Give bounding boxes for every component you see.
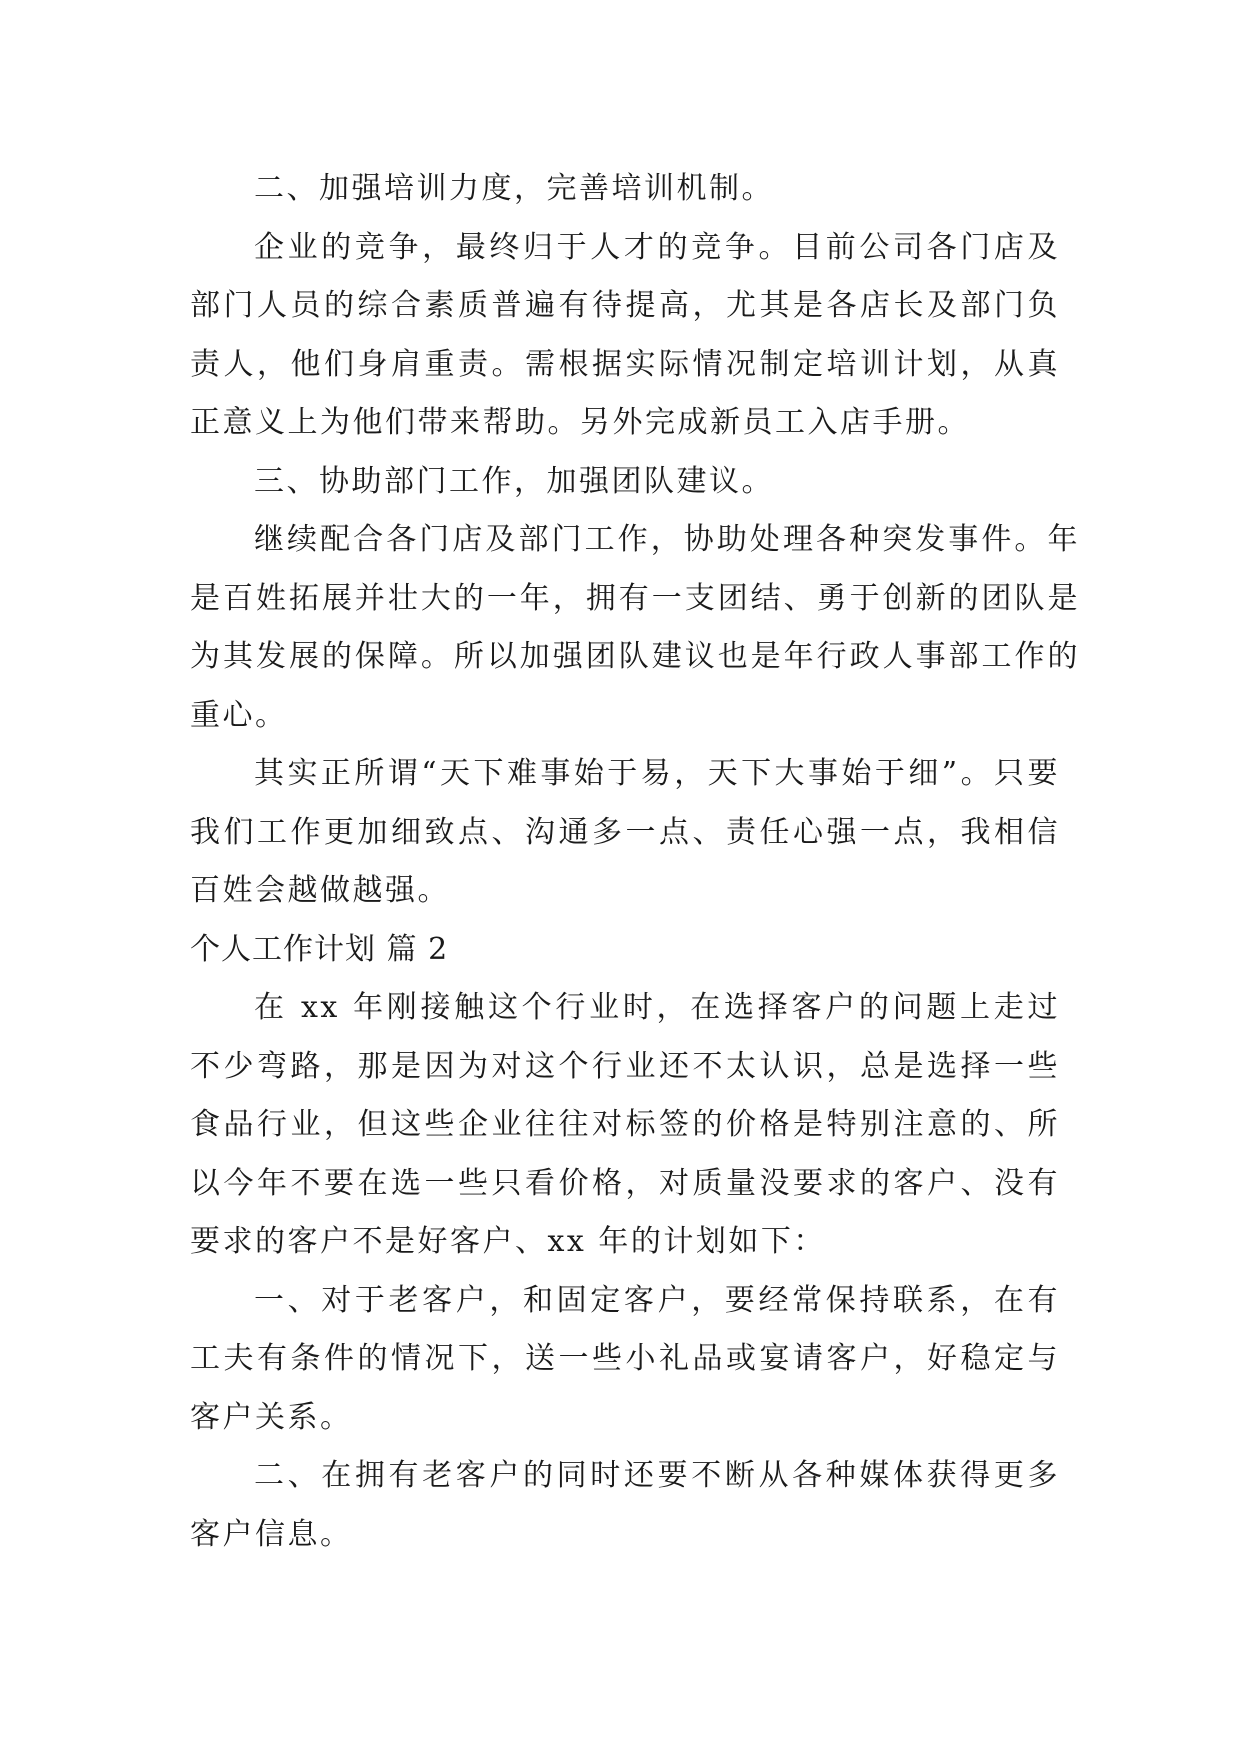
paragraph-plan-item-1: 一、对于老客户，和固定客户，要经常保持联系，在有工夫有条件的情况下，送一些小礼品或宴请客户，好稳定与客户关系。 [190,1282,1060,1435]
paragraph-training-heading: 二、加强培训力度，完善培训机制。 [254,171,774,206]
paragraph-training-body: 企业的竞争，最终归于人才的竞争。目前公司各门店及部门人员的综合素质普遍有待提高，尤其是各店长及部门负责人，他们身肩重责。需根据实际情况制定培训计划，从真正意义上为他们带来帮助。另外完成新员工入店手册。 [190,229,1060,440]
paragraph-teamwork-heading: 三、协助部门工作，加强团队建议。 [254,463,774,499]
paragraph-teamwork-body: 继续配合各门店及部门工作，协助处理各种突发事件。年是百姓拓展并壮大的一年，拥有一支团结、勇于创新的团队是为其发展的保障。所以加强团队建议也是年行政人事部工作的重心。 [190,522,1080,733]
paragraph-plan-intro: 在 xx 年刚接触这个行业时，在选择客户的问题上走过不少弯路，那是因为对这个行业还不太认识，总是选择一些食品行业，但这些企业往往对标签的价格是特别注意的、所以今年不要在选一些只看价格，对质量没要求的客户、没有要求的客户不是好客户、xx 年的计划如下： [190,990,1060,1259]
section-heading: 个人工作计划 篇 2 [190,931,449,967]
paragraph-plan-item-2: 二、在拥有老客户的同时还要不断从各种媒体获得更多客户信息。 [190,1458,1060,1552]
document-body [190,160,1080,1564]
paragraph-closing: 其实正所谓“天下难事始于易，天下大事始于细”。只要我们工作更加细致点、沟通多一点、责任心强一点，我相信百姓会越做越强。 [190,756,1060,908]
